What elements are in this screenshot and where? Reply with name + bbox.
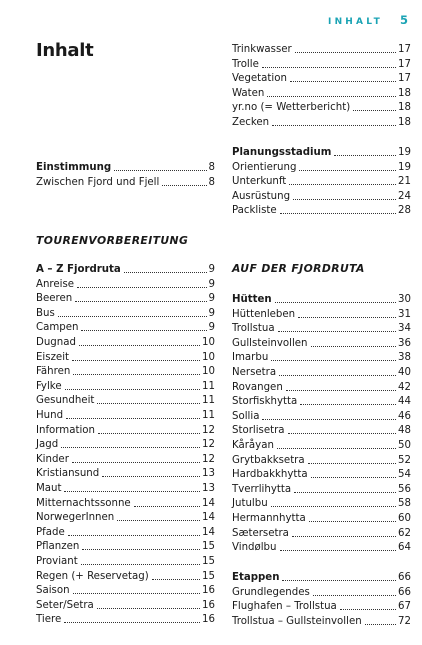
toc-entry-page: 16 (202, 614, 215, 626)
toc-entry-page: 60 (398, 513, 411, 524)
toc-entry-page: 30 (398, 294, 411, 305)
toc-entry-title: Etappen (232, 572, 280, 583)
dot-leader (300, 404, 396, 405)
toc-entry (232, 408, 411, 423)
toc-entry-title: Campen (36, 322, 79, 334)
dot-leader (73, 374, 200, 375)
toc-entry-title: Waten (232, 87, 265, 99)
page-title: Inhalt (36, 40, 94, 61)
toc-entry-title: Kristiansund (36, 468, 100, 480)
toc-entry-title: Zecken (232, 117, 270, 128)
toc-entry-title: Pflanzen (36, 541, 80, 553)
toc-entry (232, 41, 411, 56)
dot-leader (58, 316, 207, 317)
toc-entry-title: Kinder (36, 453, 69, 465)
toc-entry-title: Tverrlihytta (232, 483, 292, 495)
dot-leader (82, 549, 200, 550)
dot-leader (313, 595, 396, 596)
toc-entry-title: Fähren (36, 366, 71, 378)
toc-entry (36, 451, 215, 466)
toc-entry-page: 18 (398, 87, 411, 99)
toc-entry (232, 481, 411, 496)
toc-entry-title: Sætersetra (232, 527, 289, 539)
toc-entry-page: 62 (398, 527, 411, 539)
toc-entry-page: 15 (202, 541, 215, 553)
dot-leader (68, 535, 200, 536)
toc-entry-page: 14 (202, 512, 215, 524)
dot-leader (162, 185, 206, 186)
toc-entry-page: 19 (398, 161, 411, 173)
toc-entry (232, 291, 411, 306)
dot-leader (282, 580, 396, 581)
toc-entry-page: 8 (208, 162, 215, 173)
running-head-label: INHALT (328, 17, 383, 27)
toc-column-right (232, 0, 411, 645)
toc-entry (232, 379, 411, 394)
toc-entry-title: Grytbakksetra (232, 454, 305, 466)
dot-leader (298, 317, 396, 318)
toc-entry (232, 56, 411, 71)
toc-entry-page: 52 (398, 454, 411, 466)
toc-entry-page: 11 (202, 410, 215, 421)
toc-entry-page: 13 (202, 468, 215, 480)
toc-entry (36, 582, 215, 597)
dot-leader (295, 52, 396, 53)
section-heading-auf-der-fjordruta: AUF DER FJORDRUTA (232, 262, 365, 275)
toc-entry (36, 363, 215, 378)
toc-entry-page: 10 (202, 337, 215, 348)
toc-entry-page: 40 (398, 367, 411, 378)
toc-entry (36, 290, 215, 305)
dot-leader (334, 155, 396, 156)
dot-leader (279, 375, 396, 376)
toc-entry (36, 553, 215, 568)
toc-entry-title: Gullsteinvollen (232, 337, 308, 349)
toc-entry (232, 320, 411, 335)
dot-leader (97, 403, 200, 404)
toc-entry (36, 407, 215, 422)
toc-entry-title: Trolle (232, 58, 259, 70)
toc-entry (232, 613, 411, 628)
toc-entry-page: 11 (202, 395, 215, 407)
toc-entry (232, 510, 411, 525)
dot-leader (365, 624, 396, 625)
toc-entry (232, 422, 411, 437)
page-number: 5 (399, 13, 408, 27)
toc-entry-page: 19 (398, 147, 411, 158)
dot-leader (277, 448, 396, 449)
toc-entry (232, 85, 411, 100)
toc-entry-title: Hermannhytta (232, 513, 306, 524)
toc-entry-title: Saison (36, 585, 70, 597)
toc-entry-page: 28 (398, 205, 411, 217)
toc-entry-page: 58 (398, 498, 411, 510)
toc-entry-title: Trinkwasser (232, 44, 292, 55)
toc-entry-page: 18 (398, 117, 411, 128)
dot-leader (271, 360, 396, 361)
toc-entry-title: Kåråyan (232, 440, 274, 451)
toc-entry-title: Vindølbu (232, 542, 277, 554)
toc-entry-page: 46 (398, 410, 411, 422)
toc-entry (36, 305, 215, 320)
dot-leader (117, 520, 200, 521)
toc-entry-title: Trollstua – Gullsteinvollen (232, 615, 362, 627)
toc-entry-page: 9 (208, 322, 215, 334)
dot-leader (97, 608, 200, 609)
toc-entry-title: Imarbu (232, 352, 269, 364)
toc-entry-page: 17 (398, 73, 411, 85)
toc-entry-page: 9 (208, 293, 215, 305)
dot-leader (292, 536, 396, 537)
toc-entry (232, 349, 411, 364)
toc-entry (36, 509, 215, 524)
dot-leader (299, 170, 396, 171)
dot-leader (102, 476, 200, 477)
toc-entry-title: Vegetation (232, 73, 287, 85)
toc-entry (36, 276, 215, 291)
dot-leader (72, 462, 200, 463)
toc-entry (232, 437, 411, 452)
toc-entry-page: 9 (208, 307, 215, 319)
dot-leader (114, 170, 206, 171)
dot-leader (311, 346, 397, 347)
toc-entry-title: NorwegerInnen (36, 512, 115, 524)
toc-entry-page: 9 (208, 278, 215, 290)
toc-entry (36, 319, 215, 334)
toc-entry (36, 568, 215, 583)
toc-entry-title: Information (36, 424, 95, 436)
toc-entry-page: 18 (398, 102, 411, 114)
toc-entry-page: 12 (202, 424, 215, 436)
toc-entry-page: 17 (398, 58, 411, 70)
toc-entry-title: Zwischen Fjord und Fjell (36, 176, 160, 188)
toc-entry-title: Bus (36, 307, 55, 319)
dot-leader (262, 419, 396, 420)
toc-entry-title: Hütten (232, 294, 272, 305)
toc-entry (36, 524, 215, 539)
toc-entry-title: Eiszeit (36, 351, 70, 363)
toc-entry-page: 15 (202, 570, 215, 582)
toc-entry-title: Sollia (232, 410, 260, 422)
toc-entry-title: Planungsstadium (232, 147, 332, 158)
toc-entry (232, 144, 411, 159)
dot-leader (73, 593, 200, 594)
dot-leader (81, 330, 206, 331)
dot-leader (65, 389, 200, 390)
dot-leader (294, 492, 396, 493)
toc-entry-page: 72 (398, 615, 411, 627)
toc-entry-title: Gesundheit (36, 395, 95, 407)
dot-leader (278, 331, 396, 332)
toc-entry (232, 584, 411, 599)
dot-leader (152, 579, 200, 580)
toc-entry-page: 15 (202, 556, 215, 567)
toc-entry-page: 66 (398, 572, 411, 583)
toc-entry-title: Storfiskhytta (232, 396, 298, 408)
dot-leader (271, 506, 396, 507)
dot-leader (293, 199, 396, 200)
toc-entry-page: 10 (202, 366, 215, 378)
toc-entry (232, 364, 411, 379)
toc-entry (232, 188, 411, 203)
toc-entry (36, 378, 215, 393)
toc-entry-page: 10 (202, 351, 215, 363)
toc-entry (232, 202, 411, 217)
dot-leader (280, 550, 397, 551)
dot-leader (75, 301, 206, 302)
toc-entry-page: 17 (398, 44, 411, 55)
toc-entry-title: Dugnad (36, 337, 76, 348)
toc-entry-title: Unterkunft (232, 176, 287, 188)
toc-entry-title: Tiere (36, 614, 62, 626)
toc-entry-page: 12 (202, 439, 215, 451)
toc-entry (36, 611, 215, 626)
toc-entry-title: Beeren (36, 293, 73, 305)
toc-entry (36, 495, 215, 510)
toc-entry-title: Packliste (232, 205, 277, 217)
dot-leader (81, 564, 200, 565)
toc-entry-title: Jutulbu (232, 498, 268, 510)
toc-entry (232, 539, 411, 554)
toc-entry (36, 538, 215, 553)
dot-leader (124, 272, 207, 273)
dot-leader (267, 96, 396, 97)
toc-entry-page: 12 (202, 453, 215, 465)
toc-entry (36, 174, 215, 189)
toc-entry-page: 9 (208, 264, 215, 275)
toc-column-left (36, 0, 215, 645)
dot-leader (289, 184, 396, 185)
dot-leader (64, 491, 200, 492)
toc-entry-page: 11 (202, 380, 215, 392)
dot-leader (309, 521, 396, 522)
toc-entry (232, 99, 411, 114)
toc-entry-title: Fylke (36, 380, 62, 392)
toc-entry (232, 114, 411, 129)
dot-leader (134, 506, 200, 507)
toc-entry-title: Flughafen – Trollstua (232, 601, 337, 613)
toc-entry (232, 306, 411, 321)
toc-entry-page: 44 (398, 396, 411, 408)
toc-entry-page: 8 (208, 176, 215, 188)
toc-entry-page: 67 (398, 601, 411, 613)
toc-entry (36, 159, 215, 174)
toc-entry-page: 16 (202, 585, 215, 597)
toc-entry (36, 436, 215, 451)
dot-leader (64, 622, 200, 623)
toc-entry (232, 159, 411, 174)
dot-leader (272, 125, 396, 126)
dot-leader (275, 302, 396, 303)
toc-entry (232, 525, 411, 540)
toc-entry (232, 173, 411, 188)
toc-entry-title: Anreise (36, 278, 75, 290)
toc-entry (36, 465, 215, 480)
toc-entry-page: 42 (398, 381, 411, 393)
toc-entry (36, 349, 215, 364)
toc-entry-title: Hund (36, 410, 64, 421)
toc-entry (36, 597, 215, 612)
toc-entry-page: 34 (398, 323, 411, 335)
toc-entry-page: 21 (398, 176, 411, 188)
toc-entry-page: 66 (398, 586, 411, 598)
toc-entry-title: yr.no (= Wetterbericht) (232, 102, 351, 114)
toc-entry-title: Maut (36, 483, 62, 494)
dot-leader (280, 213, 396, 214)
dot-leader (353, 110, 396, 111)
dot-leader (340, 609, 396, 610)
toc-entry-title: Orientierung (232, 161, 297, 173)
section-heading-tourenvorbereitung: TOURENVORBEREITUNG (36, 234, 189, 247)
toc-entry-page: 48 (398, 425, 411, 437)
toc-entry-title: Jagd (36, 439, 59, 451)
toc-entry-page: 50 (398, 440, 411, 451)
dot-leader (66, 418, 200, 419)
dot-leader (79, 345, 200, 346)
toc-entry-title: Nersetra (232, 367, 277, 378)
dot-leader (308, 463, 396, 464)
toc-entry-title: Einstimmung (36, 162, 112, 173)
toc-entry (36, 480, 215, 495)
toc-entry-title: Hüttenleben (232, 308, 296, 320)
toc-entry-title: A – Z Fjordruta (36, 264, 121, 275)
dot-leader (61, 447, 200, 448)
dot-leader (290, 81, 396, 82)
toc-entry-title: Pfade (36, 526, 65, 538)
toc-entry (232, 495, 411, 510)
toc-entry-title: Regen (+ Reservetag) (36, 570, 149, 582)
toc-entry (36, 334, 215, 349)
dot-leader (311, 477, 396, 478)
toc-entry-title: Ausrüstung (232, 190, 291, 202)
toc-entry-title: Mitternachtssonne (36, 497, 131, 509)
toc-entry-title: Trollstua (232, 323, 275, 335)
toc-entry-page: 24 (398, 190, 411, 202)
dot-leader (288, 433, 396, 434)
toc-entry-page: 38 (398, 352, 411, 364)
toc-entry-title: Seter/Setra (36, 599, 94, 611)
toc-entry-page: 16 (202, 599, 215, 611)
toc-entry-page: 56 (398, 483, 411, 495)
toc-entry (232, 598, 411, 613)
toc-entry (36, 392, 215, 407)
toc-entry (232, 70, 411, 85)
toc-entry-title: Rovangen (232, 381, 283, 393)
toc-entry-title: Storlisetra (232, 425, 285, 437)
toc-entry (232, 393, 411, 408)
toc-entry (36, 261, 215, 276)
toc-entry (232, 335, 411, 350)
dot-leader (77, 287, 206, 288)
toc-entry (232, 452, 411, 467)
dot-leader (262, 67, 396, 68)
dot-leader (98, 433, 200, 434)
dot-leader (286, 390, 396, 391)
toc-entry-title: Hardbakkhytta (232, 469, 308, 481)
toc-entry-title: Proviant (36, 556, 78, 567)
toc-entry (232, 569, 411, 584)
toc-entry-page: 64 (398, 542, 411, 554)
toc-entry-page: 14 (202, 497, 215, 509)
toc-entry-page: 14 (202, 526, 215, 538)
toc-entry (36, 422, 215, 437)
toc-entry-title: Grundlegendes (232, 586, 310, 598)
dot-leader (72, 360, 200, 361)
toc-entry-page: 13 (202, 483, 215, 494)
toc-entry-page: 54 (398, 469, 411, 481)
toc-entry (232, 466, 411, 481)
toc-entry-page: 36 (398, 337, 411, 349)
toc-entry-page: 31 (398, 308, 411, 320)
